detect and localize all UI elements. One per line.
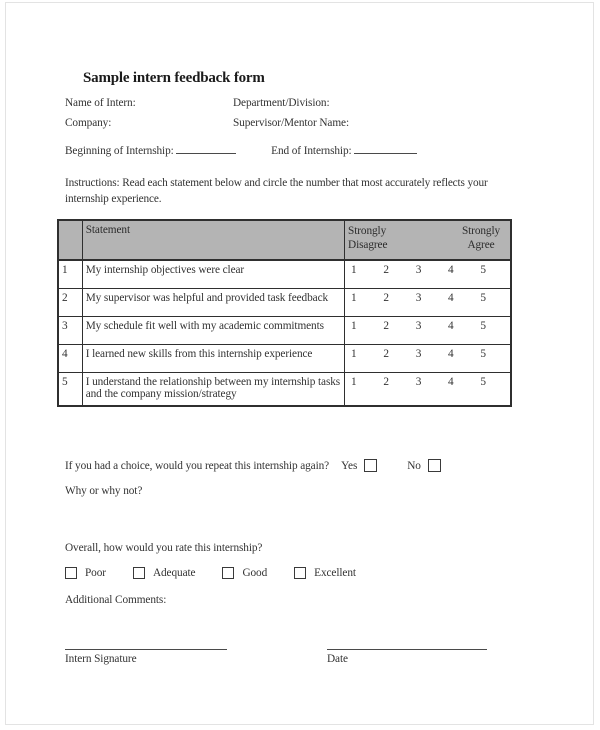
option-good [222, 567, 267, 579]
adequate-checkbox[interactable] [133, 567, 145, 579]
excellent-label: Excellent [314, 567, 356, 579]
statement-text: My supervisor was helpful and provided task feedback [82, 289, 344, 317]
number-column-header [58, 220, 82, 260]
name-of-intern-label: Name of Intern: [65, 97, 136, 109]
statement-column-header: Statement [82, 220, 344, 260]
row-number: 4 [58, 345, 82, 373]
option-adequate [133, 567, 196, 579]
beginning-date-line[interactable] [176, 142, 236, 154]
yes-checkbox[interactable] [364, 459, 377, 472]
statement-text: My schedule fit well with my academic commitments [82, 317, 344, 345]
no-label: No [407, 459, 421, 472]
page-title: Sample intern feedback form [83, 70, 265, 86]
rating-5[interactable]: 5 [480, 348, 486, 360]
feedback-rating-table [57, 219, 512, 407]
date-label: Date [327, 653, 348, 665]
rating-3[interactable]: 3 [415, 264, 422, 276]
rating-4[interactable]: 4 [448, 376, 454, 388]
rating-1[interactable]: 1 [351, 376, 357, 388]
rating-2[interactable]: 2 [383, 376, 389, 388]
strongly-disagree-header: Strongly Disagree [348, 225, 388, 251]
department-division-label: Department/Division: [233, 97, 330, 109]
rating-5[interactable]: 5 [480, 320, 486, 332]
beginning-of-internship-label: Beginning of Internship: [65, 145, 174, 157]
row-number: 5 [58, 373, 82, 407]
rating-2[interactable]: 2 [383, 292, 389, 304]
rating-2[interactable]: 2 [383, 348, 389, 360]
good-checkbox[interactable] [222, 567, 234, 579]
rating-3[interactable]: 3 [415, 376, 422, 388]
rating-4[interactable]: 4 [448, 292, 454, 304]
rating-5[interactable]: 5 [480, 376, 486, 388]
supervisor-mentor-label: Supervisor/Mentor Name: [233, 117, 349, 129]
statement-text: I understand the relationship between my internship tasks and the company mission/strategy [82, 373, 344, 407]
rating-4[interactable]: 4 [448, 348, 454, 360]
statement-text: My internship objectives were clear [82, 260, 344, 289]
end-date-line[interactable] [354, 142, 417, 154]
rating-2[interactable]: 2 [383, 264, 389, 276]
table-row [58, 317, 511, 345]
adequate-label: Adequate [152, 567, 196, 579]
rating-3[interactable]: 3 [415, 348, 422, 360]
repeat-internship-question: If you had a choice, would you repeat this internship again? [65, 459, 330, 472]
poor-checkbox[interactable] [65, 567, 77, 579]
row-number: 3 [58, 317, 82, 345]
table-row [58, 345, 511, 373]
date-block [327, 649, 487, 665]
rating-1[interactable]: 1 [351, 348, 357, 360]
header-fields [65, 93, 517, 133]
form-document [62, 70, 517, 665]
table-header-row [58, 220, 511, 260]
intern-signature-block [65, 649, 227, 665]
internship-dates-row [65, 142, 517, 157]
good-label: Good [242, 567, 268, 579]
rating-1[interactable]: 1 [351, 264, 357, 276]
rating-3[interactable]: 3 [415, 292, 422, 304]
rating-4[interactable]: 4 [448, 264, 454, 276]
rating-5[interactable]: 5 [480, 292, 486, 304]
table-row [58, 260, 511, 289]
rating-5[interactable]: 5 [480, 264, 486, 276]
option-poor [65, 567, 106, 579]
row-number: 2 [58, 289, 82, 317]
rating-3[interactable]: 3 [415, 320, 422, 332]
overall-rating-options [65, 567, 517, 579]
option-excellent [294, 567, 356, 579]
signature-section [65, 649, 517, 665]
why-question: Why or why not? [65, 485, 143, 497]
overall-rating-question: Overall, how would you rate this internship? [65, 542, 263, 554]
scale-column-header [345, 220, 511, 260]
intern-signature-label: Intern Signature [65, 653, 137, 665]
row-number: 1 [58, 260, 82, 289]
yes-label: Yes [341, 459, 358, 472]
statement-text: I learned new skills from this internship experience [82, 345, 344, 373]
repeat-internship-row [65, 459, 517, 472]
additional-comments-label: Additional Comments: [65, 594, 167, 606]
excellent-checkbox[interactable] [294, 567, 306, 579]
no-checkbox[interactable] [428, 459, 441, 472]
rating-1[interactable]: 1 [351, 320, 357, 332]
rating-4[interactable]: 4 [448, 320, 454, 332]
table-row [58, 373, 511, 407]
rating-1[interactable]: 1 [351, 292, 357, 304]
poor-label: Poor [85, 567, 106, 579]
company-label: Company: [65, 117, 112, 129]
end-of-internship-label: End of Internship: [271, 145, 352, 157]
instructions-text: Instructions: Read each statement below and circle the number that most accurately reflects your internship experience. [65, 177, 488, 205]
rating-2[interactable]: 2 [383, 320, 389, 332]
strongly-agree-header: Strongly Agree [461, 225, 501, 251]
table-row [58, 289, 511, 317]
